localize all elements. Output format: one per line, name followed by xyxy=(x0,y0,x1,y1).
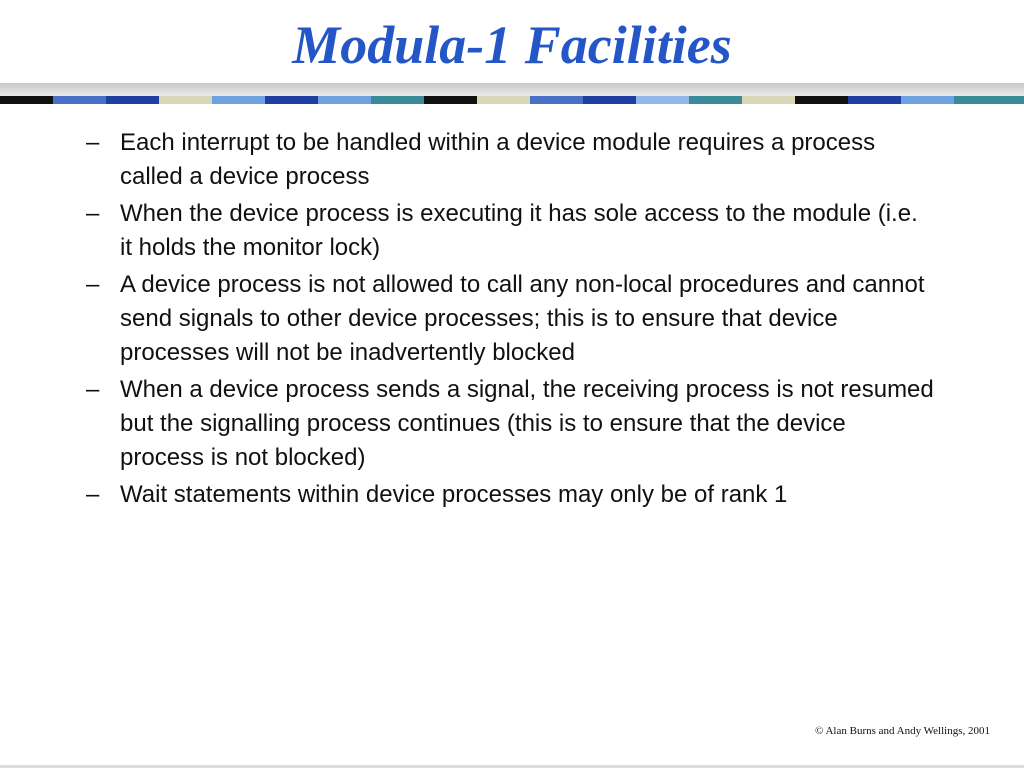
stripe-segment xyxy=(954,96,1024,104)
stripe-segment xyxy=(636,96,689,104)
bullet-item xyxy=(86,268,936,370)
stripe-segment xyxy=(318,96,371,104)
stripe-segment xyxy=(742,96,795,104)
bullet-dash: – xyxy=(86,200,100,227)
stripe-segment xyxy=(477,96,530,104)
stripe-segment xyxy=(795,96,848,104)
stripe-segment xyxy=(371,96,424,104)
stripe-segment xyxy=(583,96,636,104)
title-divider xyxy=(0,83,1024,97)
bullet-item xyxy=(86,197,936,265)
bullet-text: A device process is not allowed to call any non-local procedures and cannot send signals to other device processes; this is to ensure that device processes will not be inadvertently blocked xyxy=(120,271,925,366)
stripe-segment xyxy=(424,96,477,104)
bullet-dash: – xyxy=(86,481,100,508)
bullet-dash: – xyxy=(86,129,100,156)
title-divider-shadow xyxy=(0,83,1024,97)
stripe-segment xyxy=(689,96,742,104)
slide-title: Modula-1 Facilities xyxy=(292,15,732,75)
bullet-item xyxy=(86,373,936,475)
title-divider-stripe xyxy=(0,96,1024,104)
stripe-segment xyxy=(901,96,954,104)
stripe-segment xyxy=(848,96,901,104)
bullet-item xyxy=(86,126,936,194)
stripe-segment xyxy=(265,96,318,104)
bullet-text: Each interrupt to be handled within a device module requires a process called a device process xyxy=(120,129,876,190)
stripe-segment xyxy=(530,96,583,104)
stripe-segment xyxy=(212,96,265,104)
bullet-text: When the device process is executing it has sole access to the module (i.e. it holds the monitor lock) xyxy=(120,200,918,261)
stripe-segment xyxy=(159,96,212,104)
bullet-item xyxy=(86,478,936,512)
stripe-segment xyxy=(53,96,106,104)
bullet-text: Wait statements within device processes may only be of rank 1 xyxy=(120,481,788,508)
stripe-segment xyxy=(0,96,53,104)
bullet-text: When a device process sends a signal, the receiving process is not resumed but the signalling process continues (this is to ensure that the device process is not blocked) xyxy=(120,376,934,471)
bullet-dash: – xyxy=(86,271,100,298)
bullet-dash: – xyxy=(86,376,100,403)
stripe-segment xyxy=(106,96,159,104)
bullet-list xyxy=(86,126,936,515)
copyright-footer: © Alan Burns and Andy Wellings, 2001 xyxy=(814,725,990,737)
